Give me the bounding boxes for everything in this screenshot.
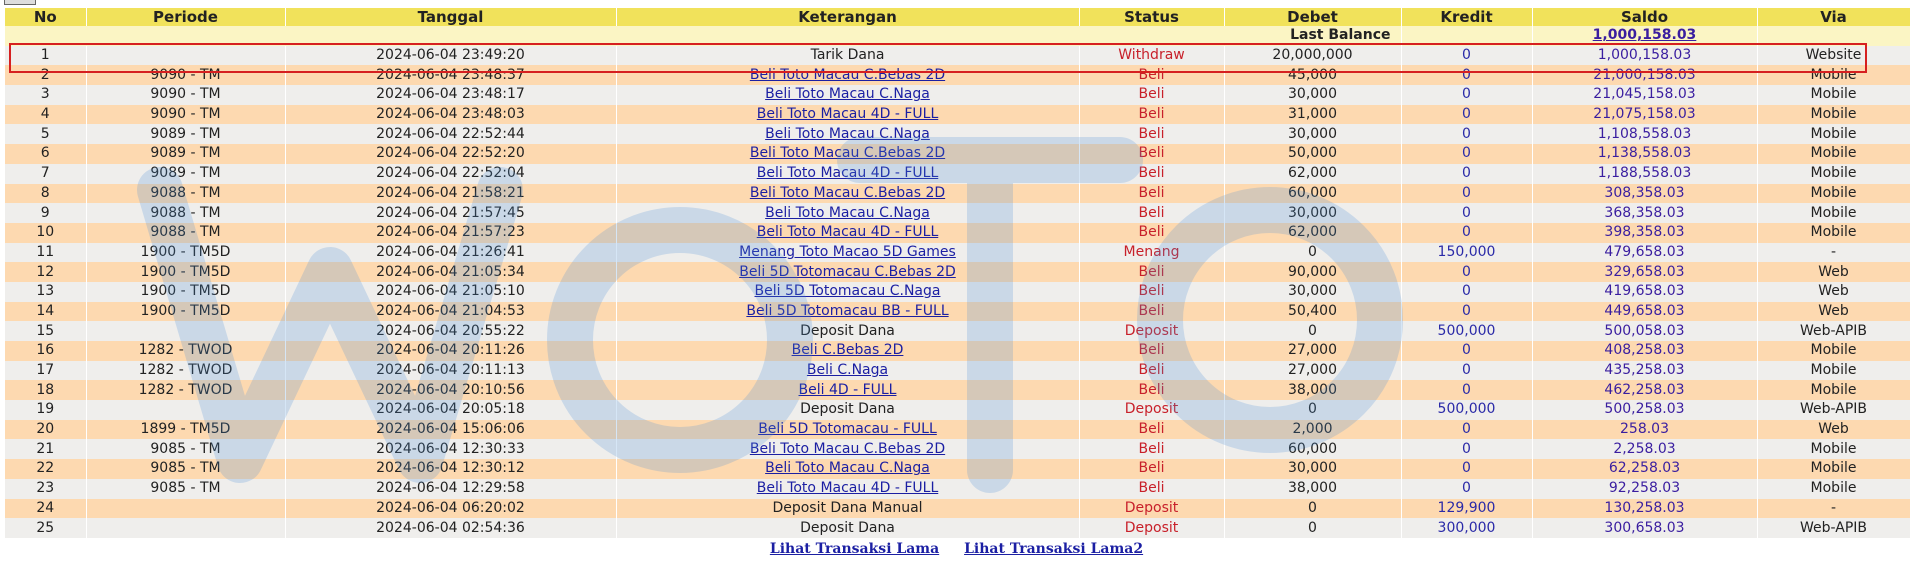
cell-tanggal: 2024-06-04 02:54:36 bbox=[285, 518, 616, 538]
cell-no: 13 bbox=[5, 282, 86, 302]
cell-saldo: 62,258.03 bbox=[1532, 459, 1757, 479]
cell-no: 19 bbox=[5, 400, 86, 420]
cell-keterangan bbox=[616, 479, 1079, 499]
cell-keterangan bbox=[616, 203, 1079, 223]
transaction-detail-link[interactable]: Beli Toto Macau C.Bebas 2D bbox=[749, 440, 946, 457]
cell-saldo: 449,658.03 bbox=[1532, 302, 1757, 322]
cell-via: Web bbox=[1757, 420, 1910, 440]
cell-tanggal: 2024-06-04 21:05:34 bbox=[285, 262, 616, 282]
table-row bbox=[5, 380, 1910, 400]
cell-no: 3 bbox=[5, 85, 86, 105]
cell-saldo: 1,108,558.03 bbox=[1532, 124, 1757, 144]
cell-debet: 30,000 bbox=[1224, 85, 1401, 105]
cell-status: Beli bbox=[1079, 105, 1224, 125]
table-row bbox=[5, 518, 1910, 538]
cell-keterangan bbox=[616, 439, 1079, 459]
cell-tanggal: 2024-06-04 12:29:58 bbox=[285, 479, 616, 499]
last-balance-row bbox=[5, 26, 1910, 46]
transaction-detail-link[interactable]: Beli 5D Totomacau C.Naga bbox=[754, 283, 941, 300]
cell-kredit: 0 bbox=[1401, 459, 1532, 479]
cell-tanggal: 2024-06-04 21:57:45 bbox=[285, 203, 616, 223]
cell-via: Mobile bbox=[1757, 184, 1910, 204]
cell-periode: 9085 - TM bbox=[86, 459, 285, 479]
cell-debet: 50,000 bbox=[1224, 144, 1401, 164]
header-kredit: Kredit bbox=[1401, 8, 1532, 26]
cell-debet: 38,000 bbox=[1224, 479, 1401, 499]
header-periode: Periode bbox=[86, 8, 285, 26]
cell-tanggal: 2024-06-04 21:57:23 bbox=[285, 223, 616, 243]
cell-periode: 1900 - TM5D bbox=[86, 302, 285, 322]
cell-kredit: 0 bbox=[1401, 164, 1532, 184]
cell-no: 20 bbox=[5, 420, 86, 440]
cell-kredit: 300,000 bbox=[1401, 518, 1532, 538]
cell-kredit: 0 bbox=[1401, 46, 1532, 66]
cell-via: Mobile bbox=[1757, 65, 1910, 85]
cell-debet: 30,000 bbox=[1224, 459, 1401, 479]
cell-debet: 27,000 bbox=[1224, 341, 1401, 361]
cell-status: Menang bbox=[1079, 243, 1224, 263]
cell-status: Beli bbox=[1079, 282, 1224, 302]
cell-kredit: 0 bbox=[1401, 85, 1532, 105]
transaction-detail-link[interactable]: Beli Toto Macau C.Naga bbox=[765, 125, 930, 142]
cell-keterangan bbox=[616, 380, 1079, 400]
table-row bbox=[5, 65, 1910, 85]
header-no: No bbox=[5, 8, 86, 26]
cell-debet: 0 bbox=[1224, 243, 1401, 263]
cell-periode bbox=[86, 499, 285, 519]
cell-no: 2 bbox=[5, 65, 86, 85]
table-row bbox=[5, 164, 1910, 184]
cell-keterangan bbox=[616, 262, 1079, 282]
cell-keterangan: Tarik Dana bbox=[616, 46, 1079, 66]
cell-status: Beli bbox=[1079, 459, 1224, 479]
cell-status: Beli bbox=[1079, 164, 1224, 184]
transaction-detail-link[interactable]: Beli 5D Totomacau BB - FULL bbox=[746, 302, 949, 319]
cell-keterangan bbox=[616, 282, 1079, 302]
table-row bbox=[5, 439, 1910, 459]
cell-via: Mobile bbox=[1757, 341, 1910, 361]
cell-status: Beli bbox=[1079, 341, 1224, 361]
cell-periode: 9088 - TM bbox=[86, 203, 285, 223]
cell-kredit: 0 bbox=[1401, 420, 1532, 440]
cell-tanggal: 2024-06-04 12:30:33 bbox=[285, 439, 616, 459]
transaction-detail-link[interactable]: Beli Toto Macau C.Naga bbox=[765, 86, 930, 103]
cell-kredit: 0 bbox=[1401, 282, 1532, 302]
table-row bbox=[5, 479, 1910, 499]
cell-debet: 60,000 bbox=[1224, 439, 1401, 459]
table-row bbox=[5, 499, 1910, 519]
cell-status: Beli bbox=[1079, 144, 1224, 164]
cell-periode: 9090 - TM bbox=[86, 65, 285, 85]
cell-no: 23 bbox=[5, 479, 86, 499]
cell-no: 24 bbox=[5, 499, 86, 519]
cell-no: 11 bbox=[5, 243, 86, 263]
cell-via: Mobile bbox=[1757, 380, 1910, 400]
cell-saldo: 1,138,558.03 bbox=[1532, 144, 1757, 164]
cell-no: 18 bbox=[5, 380, 86, 400]
cell-via: Mobile bbox=[1757, 223, 1910, 243]
cell-status: Deposit bbox=[1079, 321, 1224, 341]
cell-keterangan bbox=[616, 361, 1079, 381]
cell-tanggal: 2024-06-04 23:49:20 bbox=[285, 46, 616, 66]
cell-debet: 50,400 bbox=[1224, 302, 1401, 322]
cell-debet: 62,000 bbox=[1224, 164, 1401, 184]
transaction-detail-link[interactable]: Beli Toto Macau 4D - FULL bbox=[756, 224, 939, 241]
cell-periode: 1899 - TM5D bbox=[86, 420, 285, 440]
cell-no: 25 bbox=[5, 518, 86, 538]
cell-tanggal: 2024-06-04 20:11:26 bbox=[285, 341, 616, 361]
cell-status: Beli bbox=[1079, 262, 1224, 282]
cell-no: 10 bbox=[5, 223, 86, 243]
table-row bbox=[5, 321, 1910, 341]
transaction-table bbox=[5, 8, 1911, 538]
cell-debet: 0 bbox=[1224, 321, 1401, 341]
cell-via: Web bbox=[1757, 302, 1910, 322]
cell-tanggal: 2024-06-04 20:55:22 bbox=[285, 321, 616, 341]
table-row bbox=[5, 243, 1910, 263]
cell-periode bbox=[86, 321, 285, 341]
cell-no: 1 bbox=[5, 46, 86, 66]
table-row bbox=[5, 262, 1910, 282]
cell-kredit: 0 bbox=[1401, 380, 1532, 400]
cell-keterangan bbox=[616, 459, 1079, 479]
cell-debet: 2,000 bbox=[1224, 420, 1401, 440]
cell-tanggal: 2024-06-04 20:11:13 bbox=[285, 361, 616, 381]
cell-saldo: 368,358.03 bbox=[1532, 203, 1757, 223]
cell-periode: 1282 - TWOD bbox=[86, 361, 285, 381]
transaction-detail-link[interactable]: Beli C.Naga bbox=[806, 362, 889, 379]
table-row bbox=[5, 105, 1910, 125]
cell-kredit: 0 bbox=[1401, 479, 1532, 499]
cell-kredit: 0 bbox=[1401, 223, 1532, 243]
cell-saldo: 21,045,158.03 bbox=[1532, 85, 1757, 105]
table-row bbox=[5, 302, 1910, 322]
cell-tanggal: 2024-06-04 21:04:53 bbox=[285, 302, 616, 322]
cell-via: Mobile bbox=[1757, 203, 1910, 223]
cell-no: 16 bbox=[5, 341, 86, 361]
cell-keterangan bbox=[616, 85, 1079, 105]
cell-via: Mobile bbox=[1757, 85, 1910, 105]
cell-status: Beli bbox=[1079, 184, 1224, 204]
header-via: Via bbox=[1757, 8, 1910, 26]
cell-kredit: 0 bbox=[1401, 124, 1532, 144]
cell-keterangan bbox=[616, 243, 1079, 263]
cell-saldo: 398,358.03 bbox=[1532, 223, 1757, 243]
cell-tanggal: 2024-06-04 20:10:56 bbox=[285, 380, 616, 400]
cell-via: Mobile bbox=[1757, 361, 1910, 381]
cell-periode bbox=[86, 518, 285, 538]
cell-no: 21 bbox=[5, 439, 86, 459]
cell-keterangan bbox=[616, 124, 1079, 144]
cell-via: - bbox=[1757, 243, 1910, 263]
cell-periode: 9089 - TM bbox=[86, 144, 285, 164]
cell-kredit: 129,900 bbox=[1401, 499, 1532, 519]
cell-no: 7 bbox=[5, 164, 86, 184]
cell-keterangan bbox=[616, 420, 1079, 440]
transaction-detail-link[interactable]: Beli 4D - FULL bbox=[798, 381, 897, 398]
cell-kredit: 150,000 bbox=[1401, 243, 1532, 263]
transaction-detail-link[interactable]: Beli C.Bebas 2D bbox=[791, 342, 904, 359]
cell-keterangan bbox=[616, 65, 1079, 85]
cell-via: Mobile bbox=[1757, 164, 1910, 184]
header-keterangan: Keterangan bbox=[616, 8, 1079, 26]
cell-kredit: 0 bbox=[1401, 105, 1532, 125]
cell-saldo: 1,188,558.03 bbox=[1532, 164, 1757, 184]
cell-saldo: 130,258.03 bbox=[1532, 499, 1757, 519]
transaction-detail-link[interactable]: Beli 5D Totomacau C.Bebas 2D bbox=[739, 263, 956, 280]
cell-via: Website bbox=[1757, 46, 1910, 66]
cell-status: Beli bbox=[1079, 203, 1224, 223]
cell-periode: 9088 - TM bbox=[86, 184, 285, 204]
cell-saldo: 329,658.03 bbox=[1532, 262, 1757, 282]
cell-debet: 20,000,000 bbox=[1224, 46, 1401, 66]
table-row bbox=[5, 124, 1910, 144]
old-transactions-link[interactable]: Lihat Transaksi Lama bbox=[769, 541, 940, 557]
table-row bbox=[5, 420, 1910, 440]
cell-status: Beli bbox=[1079, 85, 1224, 105]
cell-status: Beli bbox=[1079, 124, 1224, 144]
old-transactions-2-link[interactable]: Lihat Transaksi Lama2 bbox=[964, 541, 1144, 557]
cell-tanggal: 2024-06-04 23:48:37 bbox=[285, 65, 616, 85]
cell-saldo: 2,258.03 bbox=[1532, 439, 1757, 459]
table-row bbox=[5, 184, 1910, 204]
cell-debet: 30,000 bbox=[1224, 203, 1401, 223]
cell-saldo: 408,258.03 bbox=[1532, 341, 1757, 361]
cell-tanggal: 2024-06-04 22:52:44 bbox=[285, 124, 616, 144]
cell-no: 5 bbox=[5, 124, 86, 144]
cell-via: Web-APIB bbox=[1757, 518, 1910, 538]
cell-no: 17 bbox=[5, 361, 86, 381]
cell-tanggal: 2024-06-04 22:52:20 bbox=[285, 144, 616, 164]
cell-status: Beli bbox=[1079, 439, 1224, 459]
cell-status: Beli bbox=[1079, 65, 1224, 85]
cell-debet: 60,000 bbox=[1224, 184, 1401, 204]
cell-kredit: 0 bbox=[1401, 302, 1532, 322]
cell-via: Web bbox=[1757, 282, 1910, 302]
table-row bbox=[5, 459, 1910, 479]
cell-no: 22 bbox=[5, 459, 86, 479]
cell-saldo: 300,658.03 bbox=[1532, 518, 1757, 538]
cell-periode: 9090 - TM bbox=[86, 105, 285, 125]
cell-debet: 45,000 bbox=[1224, 65, 1401, 85]
cell-tanggal: 2024-06-04 12:30:12 bbox=[285, 459, 616, 479]
cell-debet: 90,000 bbox=[1224, 262, 1401, 282]
transaction-detail-link[interactable]: Beli Toto Macau C.Bebas 2D bbox=[749, 66, 946, 83]
table-row bbox=[5, 361, 1910, 381]
cell-tanggal: 2024-06-04 15:06:06 bbox=[285, 420, 616, 440]
transaction-detail-link[interactable]: Beli Toto Macau 4D - FULL bbox=[756, 165, 939, 182]
cell-periode: 9085 - TM bbox=[86, 479, 285, 499]
cell-status: Beli bbox=[1079, 479, 1224, 499]
cell-kredit: 0 bbox=[1401, 203, 1532, 223]
cell-tanggal: 2024-06-04 20:05:18 bbox=[285, 400, 616, 420]
cell-periode: 9088 - TM bbox=[86, 223, 285, 243]
cell-periode: 1900 - TM5D bbox=[86, 243, 285, 263]
cell-via: Mobile bbox=[1757, 439, 1910, 459]
cell-kredit: 0 bbox=[1401, 144, 1532, 164]
table-header-row bbox=[5, 8, 1910, 26]
cell-tanggal: 2024-06-04 21:58:21 bbox=[285, 184, 616, 204]
cell-via: Web-APIB bbox=[1757, 321, 1910, 341]
cell-tanggal: 2024-06-04 21:05:10 bbox=[285, 282, 616, 302]
cell-periode bbox=[86, 400, 285, 420]
cell-keterangan bbox=[616, 144, 1079, 164]
cell-no: 14 bbox=[5, 302, 86, 322]
transaction-detail-link[interactable]: Beli Toto Macau C.Bebas 2D bbox=[749, 145, 946, 162]
cell-periode: 1282 - TWOD bbox=[86, 380, 285, 400]
cell-periode: 9089 - TM bbox=[86, 124, 285, 144]
corner-element bbox=[4, 0, 36, 5]
cell-saldo: 435,258.03 bbox=[1532, 361, 1757, 381]
cell-kredit: 500,000 bbox=[1401, 321, 1532, 341]
cell-status: Deposit bbox=[1079, 518, 1224, 538]
cell-periode: 1900 - TM5D bbox=[86, 262, 285, 282]
header-tanggal: Tanggal bbox=[285, 8, 616, 26]
cell-no: 4 bbox=[5, 105, 86, 125]
cell-no: 8 bbox=[5, 184, 86, 204]
cell-keterangan bbox=[616, 223, 1079, 243]
cell-periode: 1282 - TWOD bbox=[86, 341, 285, 361]
transaction-detail-link[interactable]: Beli Toto Macau 4D - FULL bbox=[756, 480, 939, 497]
cell-kredit: 0 bbox=[1401, 341, 1532, 361]
cell-saldo: 500,058.03 bbox=[1532, 321, 1757, 341]
cell-keterangan bbox=[616, 302, 1079, 322]
cell-via: Web-APIB bbox=[1757, 400, 1910, 420]
table-row bbox=[5, 282, 1910, 302]
transaction-detail-link[interactable]: Menang Toto Macao 5D Games bbox=[739, 243, 956, 260]
cell-keterangan: Deposit Dana bbox=[616, 518, 1079, 538]
cell-saldo: 462,258.03 bbox=[1532, 380, 1757, 400]
cell-debet: 31,000 bbox=[1224, 105, 1401, 125]
cell-tanggal: 2024-06-04 23:48:17 bbox=[285, 85, 616, 105]
cell-saldo: 419,658.03 bbox=[1532, 282, 1757, 302]
footer-links bbox=[0, 541, 1913, 557]
cell-tanggal: 2024-06-04 06:20:02 bbox=[285, 499, 616, 519]
cell-debet: 30,000 bbox=[1224, 282, 1401, 302]
cell-kredit: 0 bbox=[1401, 361, 1532, 381]
cell-debet: 0 bbox=[1224, 518, 1401, 538]
cell-kredit: 0 bbox=[1401, 65, 1532, 85]
cell-kredit: 500,000 bbox=[1401, 400, 1532, 420]
cell-periode bbox=[86, 46, 285, 66]
cell-kredit: 0 bbox=[1401, 262, 1532, 282]
table-row bbox=[5, 144, 1910, 164]
cell-no: 6 bbox=[5, 144, 86, 164]
cell-periode: 9090 - TM bbox=[86, 85, 285, 105]
cell-status: Beli bbox=[1079, 420, 1224, 440]
cell-periode: 1900 - TM5D bbox=[86, 282, 285, 302]
cell-debet: 30,000 bbox=[1224, 124, 1401, 144]
cell-debet: 0 bbox=[1224, 400, 1401, 420]
cell-kredit: 0 bbox=[1401, 184, 1532, 204]
cell-status: Withdraw bbox=[1079, 46, 1224, 66]
transaction-detail-link[interactable]: Beli Toto Macau C.Naga bbox=[765, 204, 930, 221]
cell-saldo: 308,358.03 bbox=[1532, 184, 1757, 204]
cell-saldo: 500,258.03 bbox=[1532, 400, 1757, 420]
table-row bbox=[5, 46, 1910, 66]
table-row bbox=[5, 85, 1910, 105]
table-row bbox=[5, 223, 1910, 243]
cell-no: 15 bbox=[5, 321, 86, 341]
cell-no: 12 bbox=[5, 262, 86, 282]
cell-tanggal: 2024-06-04 22:52:04 bbox=[285, 164, 616, 184]
cell-keterangan bbox=[616, 164, 1079, 184]
cell-keterangan bbox=[616, 184, 1079, 204]
cell-saldo: 21,075,158.03 bbox=[1532, 105, 1757, 125]
cell-keterangan: Deposit Dana Manual bbox=[616, 499, 1079, 519]
last-balance-value: 1,000,158.03 bbox=[1532, 26, 1757, 46]
cell-via: Mobile bbox=[1757, 124, 1910, 144]
cell-saldo: 21,000,158.03 bbox=[1532, 65, 1757, 85]
cell-keterangan bbox=[616, 341, 1079, 361]
cell-kredit: 0 bbox=[1401, 439, 1532, 459]
transaction-detail-link[interactable]: Beli Toto Macau 4D - FULL bbox=[756, 106, 939, 123]
table-row bbox=[5, 341, 1910, 361]
cell-saldo: 479,658.03 bbox=[1532, 243, 1757, 263]
cell-status: Beli bbox=[1079, 361, 1224, 381]
cell-keterangan bbox=[616, 105, 1079, 125]
table-row bbox=[5, 400, 1910, 420]
header-debet: Debet bbox=[1224, 8, 1401, 26]
cell-status: Deposit bbox=[1079, 499, 1224, 519]
cell-via: Mobile bbox=[1757, 144, 1910, 164]
cell-debet: 27,000 bbox=[1224, 361, 1401, 381]
cell-saldo: 258.03 bbox=[1532, 420, 1757, 440]
cell-status: Deposit bbox=[1079, 400, 1224, 420]
cell-debet: 0 bbox=[1224, 499, 1401, 519]
header-status: Status bbox=[1079, 8, 1224, 26]
table-row bbox=[5, 203, 1910, 223]
cell-via: Mobile bbox=[1757, 479, 1910, 499]
cell-via: Mobile bbox=[1757, 459, 1910, 479]
cell-periode: 9085 - TM bbox=[86, 439, 285, 459]
cell-status: Beli bbox=[1079, 302, 1224, 322]
cell-keterangan: Deposit Dana bbox=[616, 400, 1079, 420]
cell-periode: 9089 - TM bbox=[86, 164, 285, 184]
header-saldo: Saldo bbox=[1532, 8, 1757, 26]
cell-via: Mobile bbox=[1757, 105, 1910, 125]
cell-debet: 38,000 bbox=[1224, 380, 1401, 400]
cell-saldo: 1,000,158.03 bbox=[1532, 46, 1757, 66]
cell-tanggal: 2024-06-04 23:48:03 bbox=[285, 105, 616, 125]
cell-debet: 62,000 bbox=[1224, 223, 1401, 243]
cell-tanggal: 2024-06-04 21:26:41 bbox=[285, 243, 616, 263]
cell-no: 9 bbox=[5, 203, 86, 223]
cell-via: Web bbox=[1757, 262, 1910, 282]
cell-keterangan: Deposit Dana bbox=[616, 321, 1079, 341]
transaction-detail-link[interactable]: Beli Toto Macau C.Bebas 2D bbox=[749, 184, 946, 201]
cell-status: Beli bbox=[1079, 380, 1224, 400]
last-balance-label: Last Balance bbox=[5, 26, 1401, 46]
transaction-detail-link[interactable]: Beli 5D Totomacau - FULL bbox=[758, 421, 937, 438]
transaction-detail-link[interactable]: Beli Toto Macau C.Naga bbox=[765, 460, 930, 477]
cell-status: Beli bbox=[1079, 223, 1224, 243]
cell-saldo: 92,258.03 bbox=[1532, 479, 1757, 499]
cell-via: - bbox=[1757, 499, 1910, 519]
